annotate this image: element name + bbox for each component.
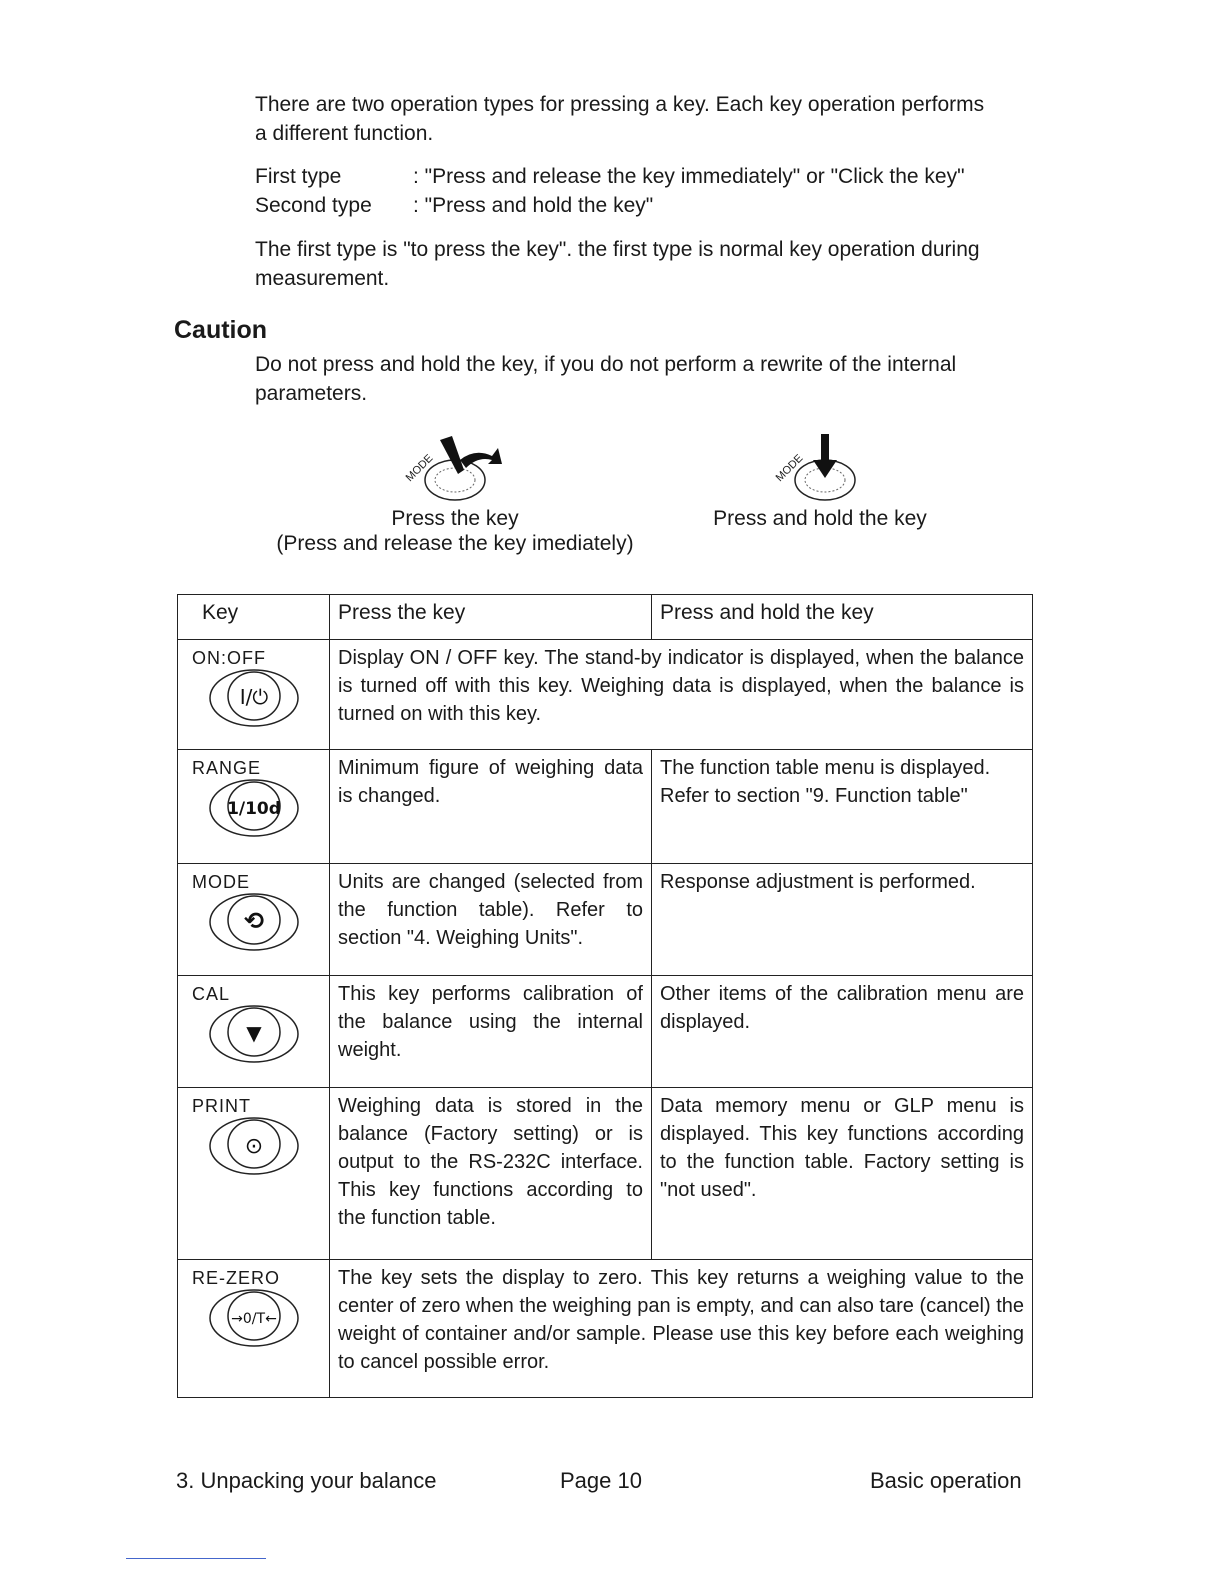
key-name: MODE <box>192 872 250 892</box>
key-name: CAL <box>192 984 231 1004</box>
rezero-icon <box>204 1280 304 1348</box>
hold-key-icon <box>745 430 895 502</box>
illus-key-label: MODE <box>403 452 436 485</box>
key-cell <box>178 1260 330 1398</box>
table-row <box>178 640 1033 750</box>
key-cell <box>178 864 330 976</box>
key-glyph: 1/10d <box>227 799 281 819</box>
illus-key-label: MODE <box>773 452 806 485</box>
press-description: This key performs calibration of the balance using the internal weight. <box>330 976 652 1088</box>
type-text: : "Press and hold the key" <box>413 194 654 217</box>
hold-description: Other items of the calibration menu are displayed. <box>652 976 1033 1088</box>
table-row <box>178 864 1033 976</box>
illus-subcaption: (Press and release the key imediately) <box>276 532 634 555</box>
caution-heading: Caution <box>174 316 268 344</box>
key-name: RE-ZERO <box>192 1268 280 1288</box>
illus-caption: Press and hold the key <box>713 507 927 530</box>
combined-description: Display ON / OFF key. The stand-by indicator is displayed, when the balance is turned off with this key. Weighing data is displayed, when the balance is turned on with this key. <box>330 640 1033 750</box>
range-icon <box>204 770 304 838</box>
intro-paragraph: There are two operation types for pressing a key. Each key operation performs a different function. <box>255 93 985 145</box>
key-glyph: I/⏻ <box>239 685 269 709</box>
type-label: Second type <box>255 194 372 217</box>
hold-description: Data memory menu or GLP menu is displayed. This key functions according to the function table. Factory setting is "not used". <box>652 1088 1033 1260</box>
table-row <box>178 1260 1033 1398</box>
footer-section: 3. Unpacking your balance <box>176 1468 437 1493</box>
key-glyph: ▼ <box>246 1021 262 1045</box>
table-row <box>178 1088 1033 1260</box>
type-row-first <box>255 162 995 191</box>
key-name: ON:OFF <box>192 648 266 668</box>
operation-types <box>255 162 995 220</box>
key-function-table <box>177 594 1033 1398</box>
illustration-hold <box>700 430 940 531</box>
caution-text: Do not press and hold the key, if you do not perform a rewrite of the internal parameters. <box>255 353 957 405</box>
illus-caption: Press the key <box>391 507 519 530</box>
key-glyph: ⟲ <box>243 907 265 935</box>
key-glyph: →0/T← <box>231 1311 277 1327</box>
power-icon <box>204 660 304 728</box>
footer-page-number: Page 10 <box>560 1468 642 1493</box>
press-description: Minimum figure of weighing data is changed. <box>330 750 652 864</box>
note-paragraph: The first type is "to press the key". the first type is normal key operation during measurement. <box>255 238 980 290</box>
hold-description: Response adjustment is performed. <box>652 864 1033 976</box>
cal-triangle-icon <box>204 996 304 1064</box>
mode-cycle-icon <box>204 884 304 952</box>
press-description: Units are changed (selected from the function table). Refer to section "4. Weighing Units". <box>330 864 652 976</box>
key-cell <box>178 640 330 750</box>
key-cell <box>178 1088 330 1260</box>
key-cell <box>178 976 330 1088</box>
key-name: PRINT <box>192 1096 251 1116</box>
header-hold: Press and hold the key <box>652 595 1033 640</box>
combined-description: The key sets the display to zero. This key returns a weighing value to the center of zero when the weighing pan is empty, and can also tare (cancel) the weight of container and/or sample. Please use this key before each weighing to cancel possible error. <box>330 1260 1033 1398</box>
key-name: RANGE <box>192 758 262 778</box>
hold-description: The function table menu is displayed. Refer to section "9. Function table" <box>652 750 1033 864</box>
type-text: : "Press and release the key immediately" or "Click the key" <box>413 165 965 188</box>
footer-chapter: Basic operation <box>870 1468 1022 1493</box>
key-cell <box>178 750 330 864</box>
key-glyph: ⊙ <box>244 1134 264 1159</box>
press-description: Weighing data is stored in the balance (Factory setting) or is output to the RS-232C interface. This key functions according to the function table. <box>330 1088 652 1260</box>
header-press: Press the key <box>330 595 652 640</box>
table-row <box>178 750 1033 864</box>
header-key: Key <box>178 595 330 640</box>
table-header-row <box>178 595 1033 640</box>
bottom-rule <box>126 1558 266 1559</box>
table-row <box>178 976 1033 1088</box>
type-row-second <box>255 191 995 220</box>
illustration-press <box>255 430 655 556</box>
press-key-icon <box>380 430 530 502</box>
print-icon <box>204 1108 304 1176</box>
type-label: First type <box>255 165 342 188</box>
